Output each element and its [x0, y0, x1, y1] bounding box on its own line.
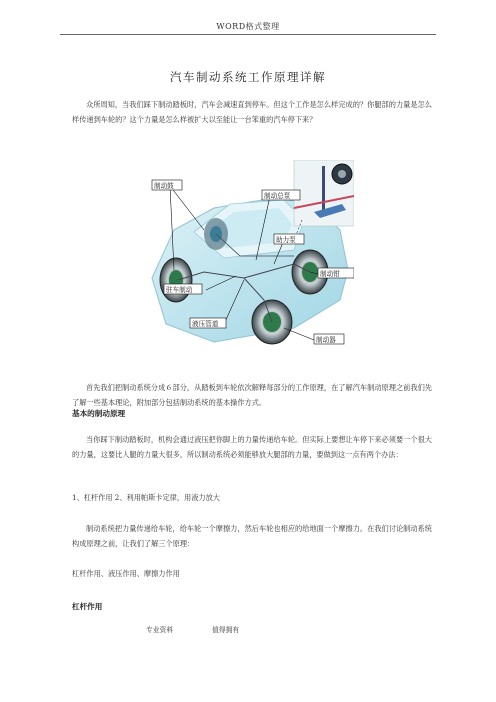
three-principles-line: 杠杆作用、液压作用、摩擦力作用: [72, 569, 180, 578]
footer-left: 专业资料: [146, 626, 174, 634]
label-disc: 制动器: [316, 336, 336, 344]
label-brake-line: 液压管道: [192, 320, 219, 328]
principle-paragraph: 当你踩下制动踏板时，机构会通过液压把你脚上的力量传递给车轮。但实际上要想让车停下来必须要一个很大的力量，这要比人腿的力量大很多，所以制动系统必须能够放大腿部的力量，要做到这一点有两个办法：: [72, 435, 432, 459]
methods-list: 1、杠杆作用 2、利用帕斯卡定律，用液力放大: [72, 493, 220, 502]
parts-paragraph: 首先我们把制动系统分成６部分，从踏板到车轮依次解释每部分的工作原理，在了解汽车制动原理之前我们先了解一些基本理论，附加部分包括制动系统的基本操作方式。: [72, 383, 432, 407]
label-brake-drum: 制动鼓: [154, 182, 174, 190]
label-master-cylinder: 制动总泵: [264, 192, 291, 200]
brake-system-diagram: [144, 160, 354, 366]
intro-paragraph: 众所周知，当我们踩下制动踏板时，汽车会减速直到停车。但这个工作是怎么样完成的？你腿部的力量是怎么样传递到车轮的？这个力量是怎么样被扩大以至能让一台笨重的汽车停下来？: [72, 100, 432, 124]
label-parking-brake: 驻车制动: [166, 286, 193, 294]
section-heading-lever: 杠杆作用: [72, 602, 103, 611]
brake-pedal-arm: [322, 166, 325, 216]
friction-paragraph: 制动系统把力量传递给车轮，给车轮一个摩擦力，然后车轮也相应的给地面一个摩擦力。在我们讨论制动系统构成原理之前，让我们了解三个原理：: [72, 524, 432, 548]
header-rule: [60, 34, 436, 35]
footer-right: 值得拥有: [212, 626, 240, 634]
document-title: 汽车制动系统工作原理详解: [170, 70, 326, 84]
label-booster: 助力泵: [276, 236, 296, 244]
page-header: WORD格式整理: [216, 22, 280, 31]
label-caliper: 制动钳: [320, 270, 340, 278]
section-heading-basic-principle: 基本的制动原理: [72, 409, 126, 418]
